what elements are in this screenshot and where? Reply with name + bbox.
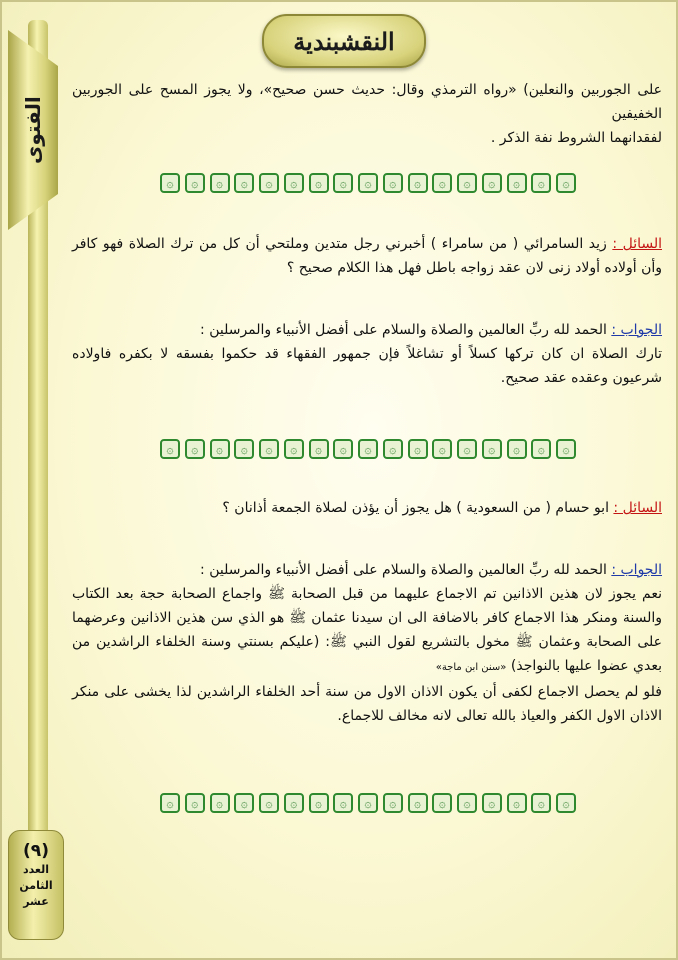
ornament-tile: ۞ [160,173,180,193]
ornament-tile: ۞ [408,793,428,813]
issue-badge [8,830,64,940]
ornament-tile: ۞ [259,439,279,459]
magazine-title: النقشبندية [293,26,395,56]
page-number: (٩) [23,841,49,861]
intro-line-1: على الجوربين والنعلين) «رواه الترمذي وقال: حديث حسن صحيح»، ولا يجوز المسح على الجوربين الخفيفين [72,82,662,122]
ornament-tile: ۞ [531,173,551,193]
ornament-tile: ۞ [358,173,378,193]
ornament-tile: ۞ [482,173,502,193]
answer-2-text-2: فلو لم يحصل الاجماع لكفى أن يكون الاذان الاول من سنة أحد الخلفاء الراشدين لذا يخشى على منكر الاذان الاول الكفر والعياذ بالله تعالى لانه مخالف للاجماع. [72,684,662,724]
ornament-tile: ۞ [210,439,230,459]
question-1 [72,232,662,280]
section-title: الفتوى [21,96,45,164]
answer-2-text-1: نعم يجوز لان هذين الاذانين تم الاجماع عليهما من قبل الصحابة ﷺ واجماع الصحابة حجة بعد الكتاب والسنة ومنكر هذا الاجماع كافر بالاضافة الى ان سيدنا عثمان ﷺ هو الذي سن هذين الاذانين وعرضهما على الصحابة وعثمان ﷺ مخول بالتشريع لقول النبي ﷺ: (عليكم بسنتي وسنة الخلفاء الراشدين من بعدي عضوا عليها بالنواجذ) [72,586,662,674]
ornament-tile: ۞ [531,793,551,813]
question-1-text: زيد السامرائي ( من سامراء ) أخبرني رجل متدين وملتحي أن كل من ترك الصلاة فهو كافر وأن أولاده أولاد زنى لان عقد زواجه باطل فهل هذا الكلام صحيح ؟ [72,236,662,276]
ornament-tile: ۞ [383,793,403,813]
ornament-tile: ۞ [531,439,551,459]
answer-label: الجواب : [611,322,662,338]
ornament-tile: ۞ [234,173,254,193]
ornament-tile: ۞ [333,173,353,193]
ornament-tile: ۞ [185,439,205,459]
ornament-tile: ۞ [160,793,180,813]
ornament-tile: ۞ [432,793,452,813]
ornament-tile: ۞ [259,793,279,813]
ornament-tile: ۞ [284,793,304,813]
hadith-source: «سنن ابن ماجة» [435,662,507,673]
ornament-tile: ۞ [160,439,180,459]
answer-label: الجواب : [611,562,662,578]
ornament-tile: ۞ [482,439,502,459]
question-2-text: ابو حسام ( من السعودية ) هل يجوز أن يؤذن لصلاة الجمعة أذانان ؟ [222,500,609,516]
ornament-tile: ۞ [383,439,403,459]
ornament-tile: ۞ [457,173,477,193]
ornament-tile: ۞ [185,793,205,813]
issue-label-1: العدد [22,863,50,876]
ornament-tile: ۞ [234,793,254,813]
intro-block [72,78,662,150]
ornament-tile: ۞ [234,439,254,459]
ornament-tile: ۞ [210,173,230,193]
ornament-tile: ۞ [284,173,304,193]
answer-1-opening: الحمد لله ربِّ العالمين والصلاة والسلام على أفضل الأنبياء والمرسلين : [200,322,607,338]
intro-line-2: لفقدانهما الشروط نفة الذكر . [490,130,662,146]
answer-1 [72,318,662,390]
ornament-tile: ۞ [408,439,428,459]
ornament-tile: ۞ [556,173,576,193]
ornament-tile: ۞ [358,793,378,813]
asker-label: السائل : [612,236,662,252]
ornament-tile: ۞ [333,439,353,459]
answer-2-opening: الحمد لله ربِّ العالمين والصلاة والسلام على أفضل الأنبياء والمرسلين : [200,562,607,578]
ornament-tile: ۞ [309,793,329,813]
ornament-tile: ۞ [556,439,576,459]
issue-label-2: الثامن [19,879,53,892]
ornament-tile: ۞ [185,173,205,193]
ornament-tile: ۞ [457,439,477,459]
divider-ornament-2 [160,438,576,460]
ornament-tile: ۞ [259,173,279,193]
header-badge [262,14,426,68]
ornament-tile: ۞ [284,439,304,459]
answer-1-text: تارك الصلاة ان كان تركها كسلاً أو تشاغلاً فإن جمهور الفقهاء قد حكموا بفسقه لا بكفره فاولاده شرعيون وعقده عقد صحيح. [72,346,662,386]
ornament-tile: ۞ [507,793,527,813]
ornament-tile: ۞ [383,173,403,193]
ornament-tile: ۞ [432,173,452,193]
issue-label-3: عشر [23,895,49,908]
ornament-tile: ۞ [507,173,527,193]
ornament-tile: ۞ [507,439,527,459]
ornament-tile: ۞ [556,793,576,813]
divider-ornament-3 [160,792,576,814]
question-2 [72,496,662,520]
ornament-tile: ۞ [309,439,329,459]
ornament-tile: ۞ [309,173,329,193]
asker-label: السائل : [613,500,662,516]
ornament-tile: ۞ [408,173,428,193]
divider-ornament-1 [160,172,576,194]
ornament-tile: ۞ [482,793,502,813]
ornament-tile: ۞ [333,793,353,813]
ornament-tile: ۞ [210,793,230,813]
answer-2 [72,558,662,728]
ornament-tile: ۞ [432,439,452,459]
ornament-tile: ۞ [457,793,477,813]
ornament-tile: ۞ [358,439,378,459]
